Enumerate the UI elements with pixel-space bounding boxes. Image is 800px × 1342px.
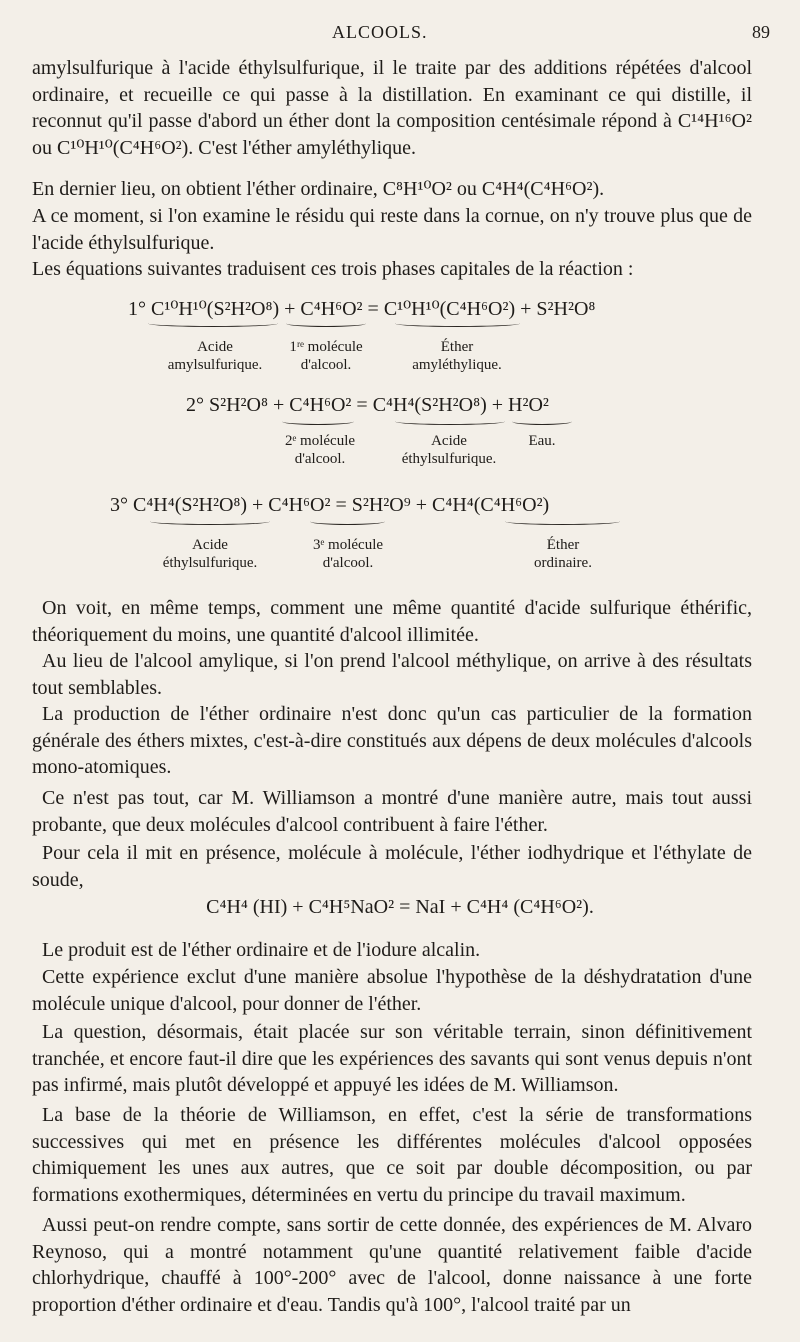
underbrace — [282, 418, 354, 425]
paragraph-intro-4: Les équations suivantes traduisent ces trois phases capitales de la réaction : — [32, 258, 634, 280]
equation-1: 1° C¹⁰H¹⁰(S²H²O⁸) + C⁴H⁶O² = C¹⁰H¹⁰(C⁴H⁶O²) + S²H²O⁸ — [128, 298, 596, 320]
paragraph-intro-3: A ce moment, si l'on examine le résidu qui reste dans la cornue, on n'y trouve plus que de l'acide éthylsulfurique. — [32, 205, 752, 254]
paragraph-body-4: Ce n'est pas tout, car M. Williamson a montré d'une manière autre, mais tout aussi probante, que deux molécules d'alcool contribuent à faire l'éther. — [32, 787, 752, 836]
equation-2-label-3: Eau. — [528, 433, 556, 449]
reaction-formula: C⁴H⁴ (HI) + C⁴H⁵NaO² = NaI + C⁴H⁴ (C⁴H⁶O²). — [206, 896, 594, 918]
equation-2: 2° S²H²O⁸ + C⁴H⁶O² = C⁴H⁴(S²H²O⁸) + H²O² — [186, 394, 549, 416]
underbrace — [395, 320, 520, 327]
equation-2-label-1: 2ᵉ molécule d'alcool. — [284, 433, 356, 467]
paragraph-body-3: La production de l'éther ordinaire n'est donc qu'un cas particulier de la formation générale des éthers mixtes, c'est-à-dire constitués aux dépens de deux molécules d'alcools mono-atomiques. — [32, 703, 752, 778]
equation-3-label-3: Éther ordinaire. — [534, 537, 592, 571]
paragraph-body-2: Au lieu de l'alcool amylique, si l'on prend l'alcool méthylique, on arrive à des résultats tout semblables. — [32, 650, 752, 699]
page-number: 89 — [752, 22, 770, 42]
paragraph-closing-3: La question, désormais, était placée sur son véritable terrain, sinon définitivement tranchée, et encore faut-il dire que les expériences des savants qui sont venus depuis n'ont pas infirmé, mais plutôt développé et appuyé les idées de M. Williamson. — [32, 1021, 752, 1096]
running-title: ALCOOLS. — [332, 22, 428, 42]
paragraph-intro-1: amylsulfurique à l'acide éthylsulfurique, il le traite par des additions répétées d'alcool ordinaire, et recueille ce qui passe à la distillation. En examinant ce qui distille, il reconnut qu'il passe d'abord un éther dont la composition centésimale répond à C¹⁴H¹⁶O² ou C¹⁰H¹⁰(C⁴H⁶O²). C'est l'éther amyléthylique. — [32, 57, 752, 159]
paragraph-body-1: On voit, en même temps, comment une même quantité d'acide sulfurique éthérific, théoriquement du moins, une quantité d'alcool illimitée. — [32, 597, 752, 646]
paragraph-closing-1: Le produit est de l'éther ordinaire et de l'iodure alcalin. — [42, 939, 481, 961]
underbrace — [148, 320, 278, 327]
equation-1-label-3: Éther amyléthylique. — [412, 339, 502, 373]
underbrace — [512, 418, 572, 425]
equation-1-label-2: 1ʳᵉ molécule d'alcool. — [289, 339, 363, 373]
paragraph-intro-2: En dernier lieu, on obtient l'éther ordinaire, C⁸H¹⁰O² ou C⁴H⁴(C⁴H⁶O²). — [32, 178, 605, 200]
underbrace — [150, 518, 270, 525]
equation-3-label-1: Acide éthylsulfurique. — [162, 537, 258, 571]
paragraph-closing-2: Cette expérience exclut d'une manière absolue l'hypothèse de la déshydratation d'une molécule unique d'alcool, pour donner de l'éther. — [32, 966, 752, 1015]
equation-2-label-2: Acide éthylsulfurique. — [401, 433, 497, 467]
paragraph-closing-5: Aussi peut-on rendre compte, sans sortir de cette donnée, des expériences de M. Alvaro Reynoso, qui a montré notamment qu'une quantité relativement faible d'acide chlorhydrique, chauffé à 100°-200° avec de l'alcool, donne naissance à une forte proportion d'éther ordinaire et d'eau. Tandis qu'à 100°, l'alcool traité par un — [32, 1214, 752, 1316]
equation-3-label-2: 3ᵉ molécule d'alcool. — [312, 537, 384, 571]
equation-3: 3° C⁴H⁴(S²H²O⁸) + C⁴H⁶O² = S²H²O⁹ + C⁴H⁴(C⁴H⁶O²) — [110, 494, 550, 516]
page-header — [0, 22, 800, 46]
underbrace — [505, 518, 620, 525]
underbrace — [395, 418, 505, 425]
paragraph-body-5: Pour cela il mit en présence, molécule à molécule, l'éther iodhydrique et l'éthylate de soude, — [32, 842, 752, 891]
underbrace — [310, 518, 385, 525]
underbrace — [286, 320, 366, 327]
equation-1-label-1: Acide amylsulfurique. — [167, 339, 263, 373]
paragraph-closing-4: La base de la théorie de Williamson, en effet, c'est la série de transformations successives qui met en présence les différentes molécules d'alcool opposées chimiquement les unes aux autres, que ce soit par double décomposition, ou par formations exothermiques, déterminées en vertu du principe du travail maximum. — [32, 1104, 752, 1206]
